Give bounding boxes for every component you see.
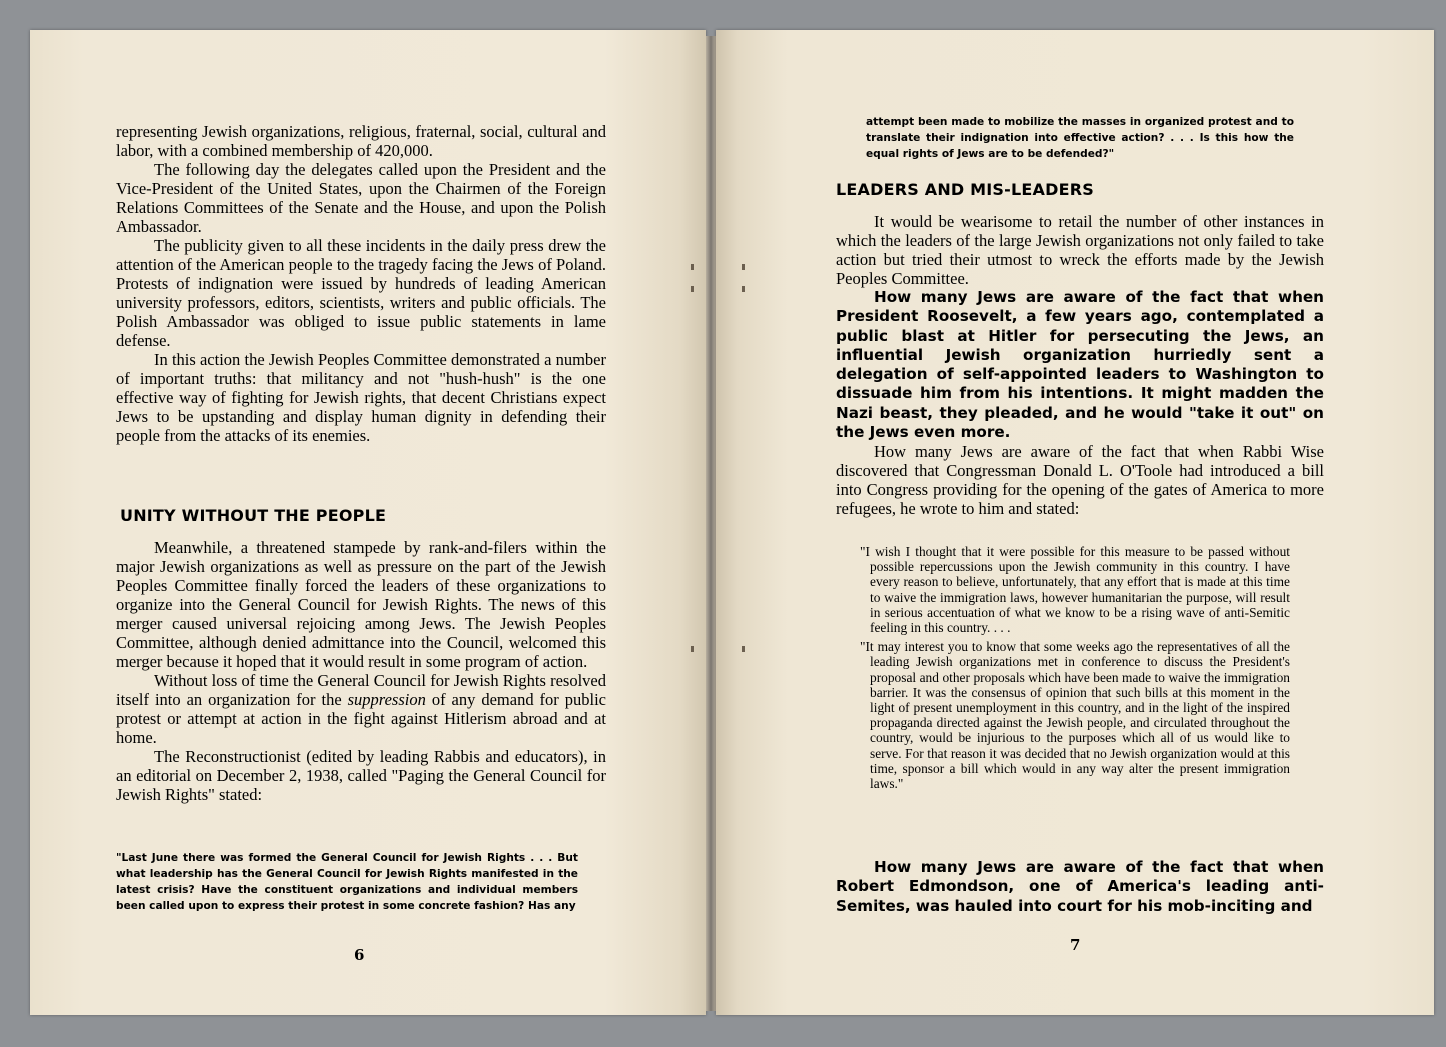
binding-mark (691, 286, 694, 292)
page-number-right: 7 (1070, 936, 1081, 954)
right-page-bold-bottom (836, 858, 1324, 916)
letter-paragraph: "I wish I thought that it were possible for this measure to be passed without possible repercussions upon the Jewish community in this country. I have every reason to believe, unfortunately, that any effort that is made at this time to waive the immigration laws, however humanitarian the purpose, will result in serious accentuation of what we know to be a rising wave of anti-Semitic feeling in this country. . . . (860, 544, 1290, 636)
bold-paragraph: How many Jews are aware of the fact that when Robert Edmondson, one of America's leading anti-Semites, was hauled into court for his mob-inciting and (836, 858, 1324, 915)
section-heading-leaders: LEADERS AND MIS-LEADERS (836, 180, 1094, 199)
paragraph: The Reconstructionist (edited by leading Rabbis and educators), in an editorial on December 2, 1938, called "Paging the General Council for Jewish Rights" stated: (116, 747, 606, 804)
reconstructionist-quote: "Last June there was formed the General Council for Jewish Rights . . . But what leadership has the General Council for Jewish Rights manifested in the latest crisis? Have the constituent organizations and individual members been called upon to express their protest in some concrete fashion? Has any (116, 852, 578, 912)
binding-mark (742, 286, 745, 292)
left-page-body-top (116, 122, 606, 445)
book-gutter (706, 36, 716, 1011)
paragraph: Meanwhile, a threatened stampede by rank-and-filers within the major Jewish organizations as well as pressure on the part of the Jewish Peoples Committee finally forced the leaders of these organizations to organize into the General Council for Jewish Rights. The news of this merger caused universal rejoicing among Jews. The Jewish Peoples Committee, although denied admittance into the Council, welcomed this merger because it hoped that it would result in some program of action. (116, 538, 606, 671)
paragraph: How many Jews are aware of the fact that when Rabbi Wise discovered that Congressman Donald L. O'Toole had introduced a bill into Congress providing for the opening of the gates of America to more refugees, he wrote to him and stated: (836, 442, 1324, 519)
binding-mark (691, 646, 694, 652)
letter-paragraph: "It may interest you to know that some weeks ago the representatives of all the leading Jewish organizations met in conference to discuss the President's proposal and other proposals which have been made to waive the immigration barrier. It was the consensus of opinion that such bills at this moment in the light of present unemployment in this country, and in the light of the inspired propaganda directed against the Jewish people, and circulated throughout the country, would be injurious to the purposes which all of us would like to serve. For that reason it was decided that no Jewish organization would at this time, sponsor a bill which would in any way alter the present immigration laws." (860, 639, 1290, 792)
wise-letter (860, 544, 1290, 795)
binding-mark (691, 264, 694, 270)
binding-mark (742, 646, 745, 652)
bold-paragraph: How many Jews are aware of the fact that when President Roosevelt, a few years ago, contemplated a public blast at Hitler for persecuting the Jews, an influential Jewish organization hurriedly sent a delegation of self-appointed leaders to Washington to dissuade him from his intentions. It might madden the Nazi beast, they pleaded, and he would "take it out" on the Jews even more. (836, 288, 1324, 442)
binding-mark (742, 264, 745, 270)
left-page-body-bottom (116, 538, 606, 804)
paragraph: In this action the Jewish Peoples Committee demonstrated a number of important truths: that militancy and not "hush-hush" is the one effective way of fighting for Jewish rights, that decent Christians expect Jews to be upstanding and display human dignity in defending their people from the attacks of its enemies. (116, 350, 606, 445)
paragraph: The following day the delegates called upon the President and the Vice-President of the United States, upon the Chairmen of the Foreign Relations Committees of the Senate and the House, and upon the Polish Ambassador. (116, 160, 606, 236)
paragraph-suppression: Without loss of time the General Council for Jewish Rights resolved itself into an organization for the suppression of any demand for public protest or attempt at action in the fight against Hitlerism abroad and at home. (116, 671, 606, 747)
page-number-left: 6 (354, 946, 365, 964)
paragraph: representing Jewish organizations, religious, fraternal, social, cultural and labor, with a combined membership of 420,000. (116, 122, 606, 160)
paragraph: It would be wearisome to retail the number of other instances in which the leaders of the large Jewish organizations not only failed to take action but tried their utmost to wreck the efforts made by the Jewish Peoples Committee. (836, 212, 1324, 288)
right-page-body (836, 212, 1324, 518)
reconstructionist-quote-continued: attempt been made to mobilize the masses in organized protest and to translate their indignation into effective action? . . . Is this how the equal rights of Jews are to be defended?" (866, 116, 1294, 160)
italic-word: suppression (347, 690, 426, 709)
section-heading-unity: UNITY WITHOUT THE PEOPLE (120, 506, 387, 525)
paragraph: The publicity given to all these incidents in the daily press drew the attention of the American people to the tragedy facing the Jews of Poland. Protests of indignation were issued by hundreds of leading American university professors, editors, scientists, writers and public officials. The Polish Ambassador was obliged to issue public statements in lame defense. (116, 236, 606, 350)
